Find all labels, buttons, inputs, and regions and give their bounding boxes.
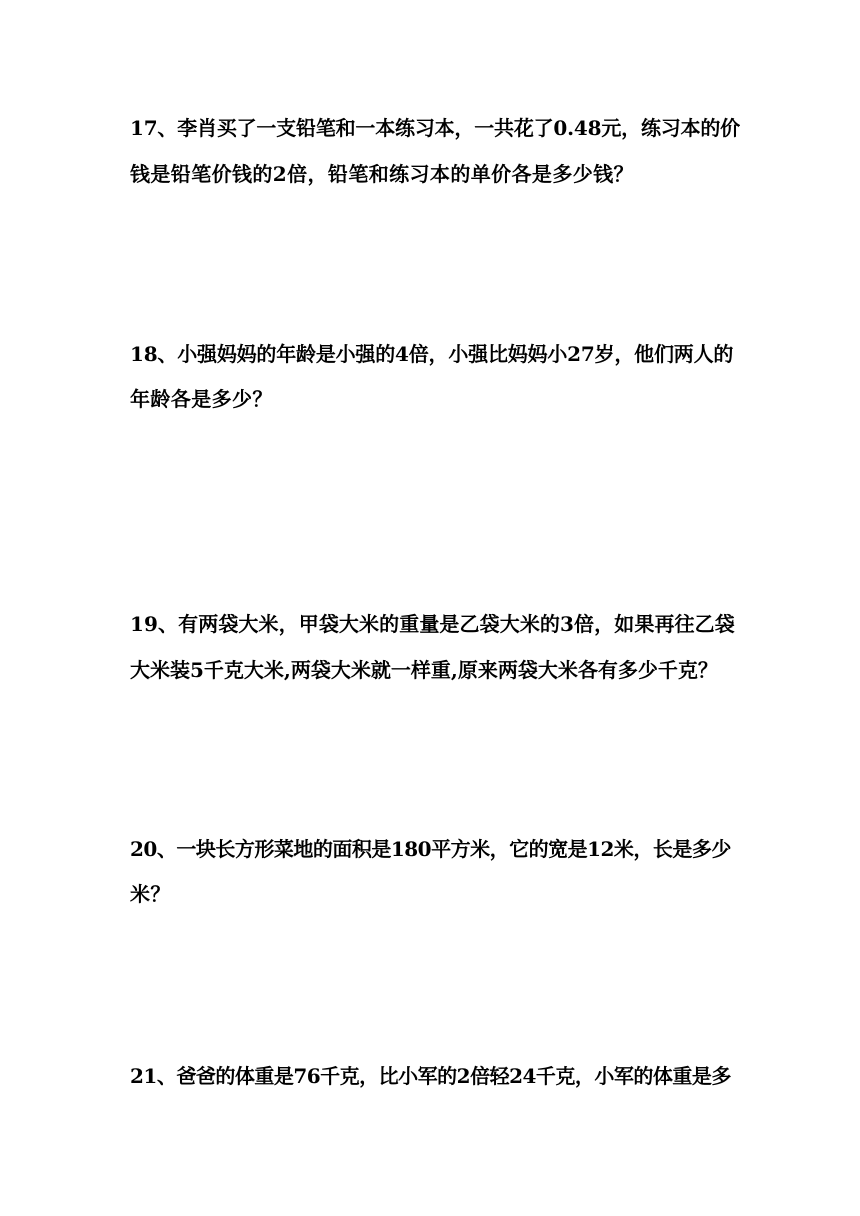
question-19-line-1: 19、有两袋大米，甲袋大米的重量是乙袋大米的3倍，如果再往乙袋 [130,612,735,636]
question-20-line-2: 米？ [130,882,171,906]
question-20-line-1: 20、一块长方形菜地的面积是180平方米，它的宽是12米，长是多少 [130,837,731,861]
question-17-line-2: 钱是铅笔价钱的2倍，铅笔和练习本的单价各是多少钱？ [130,162,634,186]
question-21-line-1: 21、爸爸的体重是76千克，比小军的2倍轻24千克，小军的体重是多 [130,1064,731,1088]
question-18-line-1: 18、小强妈妈的年龄是小强的4倍，小强比妈妈小27岁，他们两人的 [130,342,734,366]
question-19-line-2: 大米装5千克大米,两袋大米就一样重,原来两袋大米各有多少千克？ [130,658,718,682]
question-17-line-1: 17、李肖买了一支铅笔和一本练习本，一共花了0.48元，练习本的价 [130,116,740,140]
question-18-line-2: 年龄各是多少？ [130,387,273,411]
